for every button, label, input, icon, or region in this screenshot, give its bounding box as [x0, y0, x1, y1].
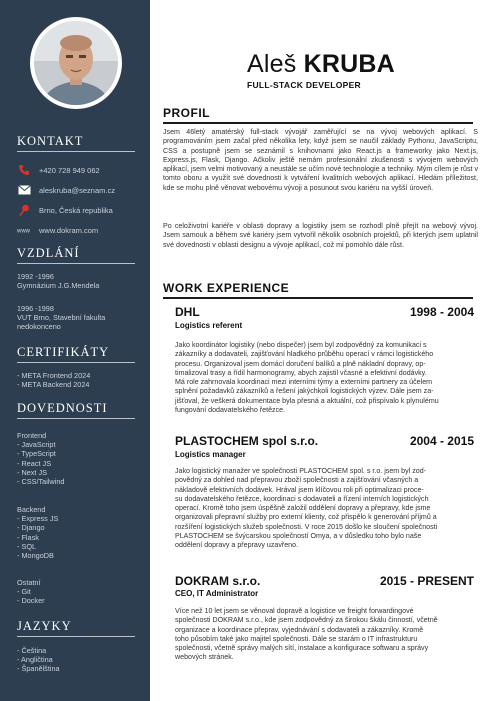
- sidebar: [0, 0, 150, 701]
- certificates-heading: CERTIFIKÁTY: [17, 345, 110, 359]
- education-item-2: 1996 -1998 VUT Brno, Stavební fakulta nedokonceno: [17, 304, 106, 332]
- education-item-1: 1992 -1996 Gymnázium J.G.Mendela: [17, 272, 100, 291]
- job-period: 2004 - 2015: [409, 434, 474, 448]
- job-description: Jako logistický manažer ve společnosti PLASTOCHEM spol. s r.o. jsem byl zod- povědný za dohled nad přepravou zboží společnosti a zajišťování včasných a nákladově efektivních dodávek. Hrával jsem klíčovou roli při optimalizaci proce- su dodavatelského řetězce, koordinaci s dodavateli a řízení interních logistických operací. Kromě toho jsem úspěšně založil oddělení dopravy a přepravy, kde jsme organizovali přepravní služby pro externí klienty, což přispělo k generování příjmů a rozšíření logistických služeb společnosti. V roce 2015 došlo ke sloučení společnosti PLASTOCHEM se švýcarskou společností Omya, a v důsledku toho bylo naše oddělení dopravy a přepravy uzavřeno.: [175, 467, 438, 550]
- divider: [17, 636, 135, 637]
- contact-email: aleskruba@seznam.cz: [17, 184, 115, 196]
- contact-heading: KONTAKT: [17, 134, 84, 148]
- mail-icon: [17, 184, 31, 196]
- profile-paragraph-1: Jsem 46letý amatérský full-stack vývojář zaměřující se na vývoj webových aplikací. S programováním jsem začal před několika lety, když jsem se naučil základy Pythonu, JavaScriptu, CSS a postupně jsem se seznámil s knihovnami jako React.js a frameworky jako Next.js, Express.js, Flask, Django. Ačkoliv ještě nemám profesionální zkušenosti s vývojem webových aplikací, jsem velmi motivovaný a neustále se učím nové technologie a techniky. Mým cílem je růst v tomto oboru a využít své dovednosti k vytváření kvalitních webových aplikací. Hledám příležitost, kde se mohu plně věnovat webovému vývoji a posunout svou kariéru na vyšší úroveň.: [163, 128, 478, 192]
- divider: [17, 151, 135, 152]
- contact-phone: +420 728 949 062: [17, 164, 100, 176]
- svg-text:www: www: [17, 228, 30, 234]
- job-description: Jako koordinátor logistiky (nebo dispečer) jsem byl zodpovědný za komunikaci s zákazníky a dodavateli, zajišťování hladkého průběhu operací v rámci logistického procesu. Organizoval jsem domácí doručení balíků a plně nákladní dopravy, op- timalizoval trasy a řídil harmonogramy, abych zajistil včasné a efektivní dodávky. Má role zahrnovala koordinaci mezi interními týmy a externími partnery za účelem splnění požadavků zákazníků a řešení jakýchkoli logistických výzev. Dále jsem za- jišťoval, že veškerá dokumentace byla přesná a aktuální, což přispívalo k plynulému fungování dodavatelského řetězce.: [175, 341, 439, 415]
- divider: [17, 263, 135, 264]
- skills-heading: DOVEDNOSTI: [17, 401, 108, 415]
- contact-web: www www.dokram.com: [17, 225, 99, 235]
- job-period: 2015 - PRESENT: [379, 574, 474, 588]
- person-name: Aleš KRUBA: [247, 50, 395, 78]
- skills-frontend: Frontend - JavaScript - TypeScript - React JS - Next JS - CSS/Tailwind: [17, 431, 65, 487]
- languages-list: - Čeština - Angličtina - Španělština: [17, 646, 60, 674]
- job-period: 1998 - 2004: [409, 305, 474, 319]
- job-role: Logistics referent: [175, 321, 243, 330]
- job-role: CEO, IT Administrator: [175, 589, 259, 598]
- languages-heading: JAZYKY: [17, 619, 72, 633]
- section-divider: [163, 122, 473, 124]
- profile-photo: [34, 21, 118, 105]
- job-description: Více než 10 let jsem se věnoval dopravě a logistice ve freight forwardingové společnosti DOKRAM s.r.o., kde jsem zodpovědný za širokou škálu činností, včetně organizace a koordinace přeprav, vyjednávání s dodavateli a zákazníky. Kromě toho působím také jako majitel společnosti. Dále se starám o IT infrastrukturu společnosti, včetně správy malých sítí, instalace a konfigurace softwaru a správy webových stránek.: [175, 607, 438, 662]
- contact-location: Brno, Česká republika: [17, 204, 113, 216]
- web-icon: [17, 224, 31, 236]
- job-company: PLASTOCHEM spol s.r.o.: [175, 434, 319, 448]
- divider: [17, 418, 135, 419]
- certificates-list: - META Frontend 2024 - META Backend 2024: [17, 371, 91, 390]
- phone-icon: [17, 164, 31, 176]
- profile-heading: PROFIL: [163, 106, 210, 120]
- avatar: [30, 17, 122, 109]
- profile-paragraph-2: Po celoživotní kariéře v oblasti dopravy a logistiky jsem se rozhodl plně přejít na webový vývoj. Jsem samouk a během své kariéry jsem vytvořil několik osobních projektů, při kterých jsem uplatnil své dovednosti v oblasti designu a vývoje aplikací, což mi pomohlo dále růst.: [163, 222, 478, 249]
- job-title: FULL-STACK DEVELOPER: [247, 80, 361, 90]
- education-heading: VZDLÁNÍ: [17, 246, 80, 260]
- job-company: DOKRAM s.r.o.: [175, 574, 261, 588]
- job-role: Logistics manager: [175, 450, 246, 459]
- skills-other: Ostatní - Git - Docker: [17, 578, 45, 606]
- experience-heading: WORK EXPERIENCE: [163, 281, 290, 295]
- section-divider: [163, 297, 473, 299]
- location-pin-icon: [17, 204, 31, 216]
- skills-backend: Backend - Express JS - Django - Flask - SQL - MongoDB: [17, 505, 59, 561]
- divider: [17, 362, 135, 363]
- job-company: DHL: [175, 305, 200, 319]
